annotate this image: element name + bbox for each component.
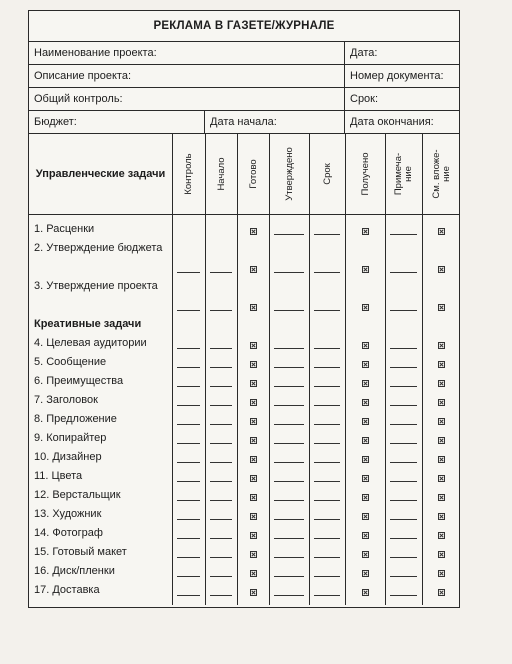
task-label: 1. Расценки xyxy=(34,223,95,235)
task-row xyxy=(29,430,461,449)
checkbox-received[interactable] xyxy=(362,570,369,577)
entry-line-control[interactable] xyxy=(177,538,200,539)
column-header-received xyxy=(345,134,385,214)
checkbox-ready[interactable] xyxy=(250,399,257,406)
entry-line-note[interactable] xyxy=(390,348,417,349)
checkbox-received[interactable] xyxy=(362,513,369,520)
entry-line-note[interactable] xyxy=(390,443,417,444)
checkbox-attachment[interactable] xyxy=(438,532,445,539)
task-label: 14. Фотограф xyxy=(34,527,103,539)
checkbox-attachment[interactable] xyxy=(438,304,445,311)
checkbox-attachment[interactable] xyxy=(438,399,445,406)
entry-line-note[interactable] xyxy=(390,234,417,235)
grid-divider xyxy=(309,215,310,605)
entry-line-start[interactable] xyxy=(210,367,232,368)
entry-line-note[interactable] xyxy=(390,500,417,501)
entry-line-approved[interactable] xyxy=(274,367,304,368)
task-label: 10. Дизайнер xyxy=(34,451,102,463)
task-row xyxy=(29,468,461,487)
entry-line-approved[interactable] xyxy=(274,386,304,387)
task-label: 8. Предложение xyxy=(34,413,117,425)
general-control-field[interactable]: Общий контроль: xyxy=(34,93,123,105)
entry-line-deadline[interactable] xyxy=(314,595,340,596)
entry-line-start[interactable] xyxy=(210,595,232,596)
task-label: 17. Доставка xyxy=(34,584,100,596)
entry-line-control[interactable] xyxy=(177,576,200,577)
grid-divider xyxy=(385,215,386,605)
checkbox-received[interactable] xyxy=(362,494,369,501)
checkbox-ready[interactable] xyxy=(250,513,257,520)
column-header-label: Срок xyxy=(321,163,333,185)
start-date-field[interactable]: Дата начала: xyxy=(204,111,344,133)
entry-line-control[interactable] xyxy=(177,462,200,463)
task-row xyxy=(29,525,461,544)
entry-line-start[interactable] xyxy=(210,443,232,444)
checkbox-attachment[interactable] xyxy=(438,494,445,501)
checkbox-ready[interactable] xyxy=(250,266,257,273)
task-label: 5. Сообщение xyxy=(34,356,107,368)
column-header-label: Получено xyxy=(359,152,371,196)
column-header-deadline xyxy=(309,134,345,214)
grid-divider xyxy=(172,215,173,605)
entry-line-note[interactable] xyxy=(390,595,417,596)
checkbox-ready[interactable] xyxy=(250,589,257,596)
checkbox-attachment[interactable] xyxy=(438,551,445,558)
entry-line-note[interactable] xyxy=(390,424,417,425)
column-header-label: Утверждено xyxy=(283,147,295,201)
entry-line-deadline[interactable] xyxy=(314,519,340,520)
header-row-4 xyxy=(29,111,459,134)
task-label: 16. Диск/пленки xyxy=(34,565,115,577)
task-label: 11. Цвета xyxy=(34,470,83,482)
entry-line-note[interactable] xyxy=(390,519,417,520)
entry-line-approved[interactable] xyxy=(274,462,304,463)
entry-line-start[interactable] xyxy=(210,405,232,406)
checkbox-received[interactable] xyxy=(362,532,369,539)
task-label: 3. Утверждение проекта xyxy=(34,280,158,292)
checkbox-received[interactable] xyxy=(362,551,369,558)
task-row xyxy=(29,392,461,411)
management-tasks-heading: Управленческие задачи xyxy=(35,167,166,180)
entry-line-approved[interactable] xyxy=(274,481,304,482)
checkbox-received[interactable] xyxy=(362,304,369,311)
checkbox-received[interactable] xyxy=(362,589,369,596)
task-label: 4. Целевая аудитории xyxy=(34,337,147,349)
grid-divider xyxy=(422,215,423,605)
checkbox-attachment[interactable] xyxy=(438,513,445,520)
entry-line-approved[interactable] xyxy=(274,310,304,311)
entry-line-approved[interactable] xyxy=(274,443,304,444)
entry-line-deadline[interactable] xyxy=(314,234,340,235)
entry-line-approved[interactable] xyxy=(274,424,304,425)
task-row xyxy=(29,487,461,506)
entry-line-control[interactable] xyxy=(177,367,200,368)
entry-line-approved[interactable] xyxy=(274,500,304,501)
column-header-label: Готово xyxy=(247,159,259,189)
checkbox-ready[interactable] xyxy=(250,494,257,501)
checkbox-attachment[interactable] xyxy=(438,475,445,482)
entry-line-deadline[interactable] xyxy=(314,386,340,387)
checkbox-received[interactable] xyxy=(362,475,369,482)
section-heading: Креативные задачи xyxy=(34,318,142,330)
entry-line-approved[interactable] xyxy=(274,234,304,235)
entry-line-start[interactable] xyxy=(210,424,232,425)
entry-line-note[interactable] xyxy=(390,367,417,368)
task-label: 6. Преимущества xyxy=(34,375,124,387)
checkbox-ready[interactable] xyxy=(250,361,257,368)
entry-line-control[interactable] xyxy=(177,348,200,349)
task-label: 15. Готовый макет xyxy=(34,546,127,558)
checkbox-ready[interactable] xyxy=(250,456,257,463)
entry-line-note[interactable] xyxy=(390,557,417,558)
project-description-field[interactable]: Описание проекта: xyxy=(34,70,132,82)
entry-line-start[interactable] xyxy=(210,576,232,577)
checkbox-ready[interactable] xyxy=(250,475,257,482)
task-row xyxy=(29,411,461,430)
entry-line-note[interactable] xyxy=(390,538,417,539)
checkbox-received[interactable] xyxy=(362,456,369,463)
task-label: 7. Заголовок xyxy=(34,394,98,406)
entry-line-note[interactable] xyxy=(390,576,417,577)
task-row xyxy=(29,449,461,468)
checkbox-attachment[interactable] xyxy=(438,570,445,577)
entry-line-deadline[interactable] xyxy=(314,557,340,558)
checkbox-ready[interactable] xyxy=(250,380,257,387)
task-row xyxy=(29,506,461,525)
header-row-1 xyxy=(29,42,459,65)
grid-divider xyxy=(205,215,206,605)
task-row xyxy=(29,335,461,354)
entry-line-deadline[interactable] xyxy=(314,462,340,463)
checkbox-attachment[interactable] xyxy=(438,380,445,387)
entry-line-note[interactable] xyxy=(390,462,417,463)
entry-line-deadline[interactable] xyxy=(314,538,340,539)
checkbox-attachment[interactable] xyxy=(438,228,445,235)
checkbox-attachment[interactable] xyxy=(438,437,445,444)
grid-divider xyxy=(269,215,270,605)
column-header-attachment xyxy=(422,134,461,214)
header-row-2 xyxy=(29,65,459,88)
entry-line-deadline[interactable] xyxy=(314,576,340,577)
task-row xyxy=(29,354,461,373)
task-row xyxy=(29,563,461,582)
entry-line-control[interactable] xyxy=(177,272,200,273)
column-header-note xyxy=(385,134,422,214)
column-header-label: См. вложе- ние xyxy=(431,149,452,199)
entry-line-start[interactable] xyxy=(210,462,232,463)
entry-line-deadline[interactable] xyxy=(314,272,340,273)
entry-line-deadline[interactable] xyxy=(314,424,340,425)
checkbox-received[interactable] xyxy=(362,437,369,444)
section-heading-row xyxy=(29,316,461,335)
column-header-label: Примеча- ние xyxy=(393,152,414,196)
entry-line-note[interactable] xyxy=(390,386,417,387)
entry-line-approved[interactable] xyxy=(274,576,304,577)
checkbox-received[interactable] xyxy=(362,361,369,368)
entry-line-approved[interactable] xyxy=(274,272,304,273)
task-label: 2. Утверждение бюджета xyxy=(34,242,163,254)
column-header-start xyxy=(205,134,237,214)
checkbox-received[interactable] xyxy=(362,228,369,235)
entry-line-deadline[interactable] xyxy=(314,405,340,406)
task-label: 12. Верстальщик xyxy=(34,489,121,501)
entry-line-deadline[interactable] xyxy=(314,348,340,349)
checkbox-attachment[interactable] xyxy=(438,456,445,463)
checkbox-ready[interactable] xyxy=(250,437,257,444)
entry-line-approved[interactable] xyxy=(274,348,304,349)
checkbox-received[interactable] xyxy=(362,399,369,406)
task-row xyxy=(29,582,461,601)
checkbox-ready[interactable] xyxy=(250,532,257,539)
project-name-field[interactable]: Наименование проекта: xyxy=(34,47,157,59)
checkbox-ready[interactable] xyxy=(250,551,257,558)
column-header-label: Начало xyxy=(215,157,227,191)
entry-line-start[interactable] xyxy=(210,538,232,539)
entry-line-control[interactable] xyxy=(177,519,200,520)
entry-line-deadline[interactable] xyxy=(314,310,340,311)
checkbox-attachment[interactable] xyxy=(438,342,445,349)
entry-line-control[interactable] xyxy=(177,405,200,406)
entry-line-control[interactable] xyxy=(177,386,200,387)
checkbox-attachment[interactable] xyxy=(438,266,445,273)
entry-line-start[interactable] xyxy=(210,500,232,501)
checkbox-ready[interactable] xyxy=(250,570,257,577)
checkbox-attachment[interactable] xyxy=(438,589,445,596)
checkbox-received[interactable] xyxy=(362,418,369,425)
form-title: РЕКЛАМА В ГАЗЕТЕ/ЖУРНАЛЕ xyxy=(29,11,459,42)
deadline-field[interactable]: Срок: xyxy=(344,88,461,110)
doc-number-field[interactable]: Номер документа: xyxy=(344,65,461,87)
checkbox-received[interactable] xyxy=(362,342,369,349)
entry-line-note[interactable] xyxy=(390,272,417,273)
column-header-control xyxy=(172,134,205,214)
checkbox-received[interactable] xyxy=(362,266,369,273)
entry-line-start[interactable] xyxy=(210,272,232,273)
entry-line-control[interactable] xyxy=(177,310,200,311)
ad-form xyxy=(28,10,460,608)
entry-line-deadline[interactable] xyxy=(314,443,340,444)
task-row xyxy=(29,221,461,240)
entry-line-approved[interactable] xyxy=(274,595,304,596)
task-label: 13. Художник xyxy=(34,508,102,520)
entry-line-approved[interactable] xyxy=(274,519,304,520)
entry-line-control[interactable] xyxy=(177,481,200,482)
checkbox-ready[interactable] xyxy=(250,418,257,425)
checkbox-received[interactable] xyxy=(362,380,369,387)
task-row xyxy=(29,544,461,563)
task-row xyxy=(29,240,461,278)
entry-line-control[interactable] xyxy=(177,424,200,425)
header-row-3 xyxy=(29,88,459,111)
task-label: 9. Копирайтер xyxy=(34,432,107,444)
entry-line-deadline[interactable] xyxy=(314,481,340,482)
checkbox-attachment[interactable] xyxy=(438,418,445,425)
task-row xyxy=(29,373,461,392)
date-field[interactable]: Дата: xyxy=(344,42,461,64)
grid-divider xyxy=(237,215,238,605)
entry-line-control[interactable] xyxy=(177,443,200,444)
checkbox-ready[interactable] xyxy=(250,342,257,349)
entry-line-approved[interactable] xyxy=(274,405,304,406)
entry-line-start[interactable] xyxy=(210,386,232,387)
column-header-ready xyxy=(237,134,269,214)
checkbox-attachment[interactable] xyxy=(438,361,445,368)
entry-line-note[interactable] xyxy=(390,310,417,311)
entry-line-control[interactable] xyxy=(177,557,200,558)
checkbox-ready[interactable] xyxy=(250,228,257,235)
entry-line-approved[interactable] xyxy=(274,557,304,558)
entry-line-start[interactable] xyxy=(210,519,232,520)
column-header-label: Контроль xyxy=(183,153,194,195)
entry-line-note[interactable] xyxy=(390,481,417,482)
entry-line-start[interactable] xyxy=(210,557,232,558)
entry-line-deadline[interactable] xyxy=(314,367,340,368)
entry-line-approved[interactable] xyxy=(274,538,304,539)
entry-line-note[interactable] xyxy=(390,405,417,406)
end-date-field[interactable]: Дата окончания: xyxy=(344,111,461,133)
budget-field[interactable]: Бюджет: xyxy=(34,116,77,128)
entry-line-start[interactable] xyxy=(210,310,232,311)
entry-line-start[interactable] xyxy=(210,481,232,482)
column-header-approved xyxy=(269,134,309,214)
entry-line-deadline[interactable] xyxy=(314,500,340,501)
checkbox-ready[interactable] xyxy=(250,304,257,311)
column-headers xyxy=(29,134,459,215)
grid-divider xyxy=(345,215,346,605)
task-grid xyxy=(29,215,459,605)
entry-line-start[interactable] xyxy=(210,348,232,349)
task-row xyxy=(29,278,461,316)
entry-line-control[interactable] xyxy=(177,595,200,596)
entry-line-control[interactable] xyxy=(177,500,200,501)
